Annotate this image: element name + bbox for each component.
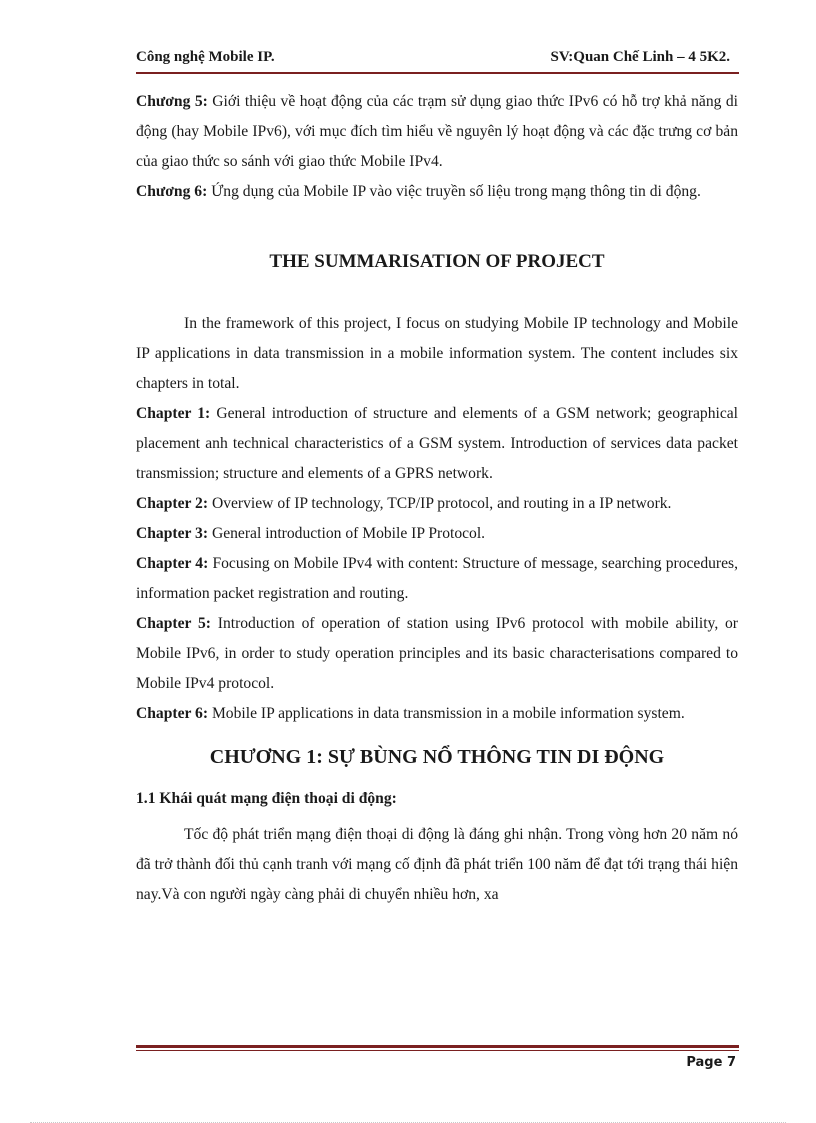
- summary-chapter-5-label: Chapter 5:: [136, 615, 211, 632]
- summary-chapter-2-text: Overview of IP technology, TCP/IP protocol, and routing in a IP network.: [208, 495, 672, 512]
- summary-title: THE SUMMARISATION OF PROJECT: [269, 251, 605, 272]
- intro-chapter-6-label: Chương 6:: [136, 183, 208, 200]
- intro-chapter-5: [136, 87, 738, 177]
- page-number: Page 7: [686, 1055, 736, 1070]
- summary-chapter-1-label: Chapter 1:: [136, 405, 211, 422]
- summary-chapter-5: [136, 609, 738, 699]
- summary-chapter-6-text: Mobile IP applications in data transmission in a mobile information system.: [208, 705, 685, 722]
- summary-chapter-1-text: General introduction of structure and elements of a GSM network; geographical placement anh technical characteristics of a GSM system. Introduction of services data packet transmission; structure and elements of a GPRS network.: [136, 405, 739, 482]
- chapter-1-title: CHƯƠNG 1: SỰ BÙNG NỔ THÔNG TIN DI ĐỘNG: [209, 746, 665, 768]
- header-title: Công nghệ Mobile IP.: [136, 49, 275, 65]
- intro-chapter-5-label: Chương 5:: [136, 93, 208, 110]
- summary-chapter-5-text: Introduction of operation of station using IPv6 protocol with mobile ability, or Mobile IPv6, in order to study operation principles and its basic characterisations compared to Mobile IPv4 protocol.: [136, 615, 738, 692]
- section-1-1-title: 1.1 Khái quát mạng điện thoại di động:: [136, 790, 397, 807]
- summary-chapter-4-text: Focusing on Mobile IPv4 with content: Structure of message, searching procedures, information packet registration and routing.: [136, 555, 739, 602]
- intro-chapter-5-text: Giới thiệu về hoạt động của các trạm sử dụng giao thức IPv6 có hỗ trợ khả năng di động (hay Mobile IPv6), với mục đích tìm hiểu về nguyên lý hoạt động và các đặc trưng cơ bản của giao thức so sánh với giao thức Mobile IPv4.: [136, 93, 738, 170]
- summary-chapter-3: [136, 519, 738, 549]
- header-rule: [136, 72, 739, 74]
- section-1-1-paragraph: Tốc độ phát triển mạng điện thoại di động là đáng ghi nhận. Trong vòng hơn 20 năm nó đã trở thành đối thủ cạnh tranh với mạng cố định đã phát triển 100 năm để đạt tới trạng thái hiện nay.Và con người ngày càng phải di chuyển nhiều hơn, xa: [136, 826, 738, 903]
- summary-chapter-6: [136, 699, 738, 729]
- page-header: [136, 49, 738, 71]
- summary-chapter-2: [136, 489, 738, 519]
- summary-chapter-1: [136, 399, 738, 489]
- footer-rule-thin: [136, 1050, 739, 1051]
- summary-chapter-3-label: Chapter 3:: [136, 525, 209, 542]
- summary-chapter-4-label: Chapter 4:: [136, 555, 209, 572]
- summary-chapter-4: [136, 549, 738, 609]
- footer-rule-thick: [136, 1045, 739, 1048]
- page-body: [136, 87, 738, 910]
- header-author: SV:Quan Chế Linh – 4 5K2.: [550, 49, 730, 65]
- intro-chapter-6-text: Ứng dụng của Mobile IP vào việc truyền số liệu trong mạng thông tin di động.: [207, 183, 701, 200]
- intro-chapter-6: [136, 177, 738, 207]
- summary-intro: In the framework of this project, I focus on studying Mobile IP technology and Mobile IP applications in data transmission in a mobile information system. The content includes six chapters in total.: [136, 315, 738, 392]
- summary-chapter-2-label: Chapter 2:: [136, 495, 209, 512]
- summary-chapter-6-label: Chapter 6:: [136, 705, 209, 722]
- summary-chapter-3-text: General introduction of Mobile IP Protocol.: [208, 525, 486, 542]
